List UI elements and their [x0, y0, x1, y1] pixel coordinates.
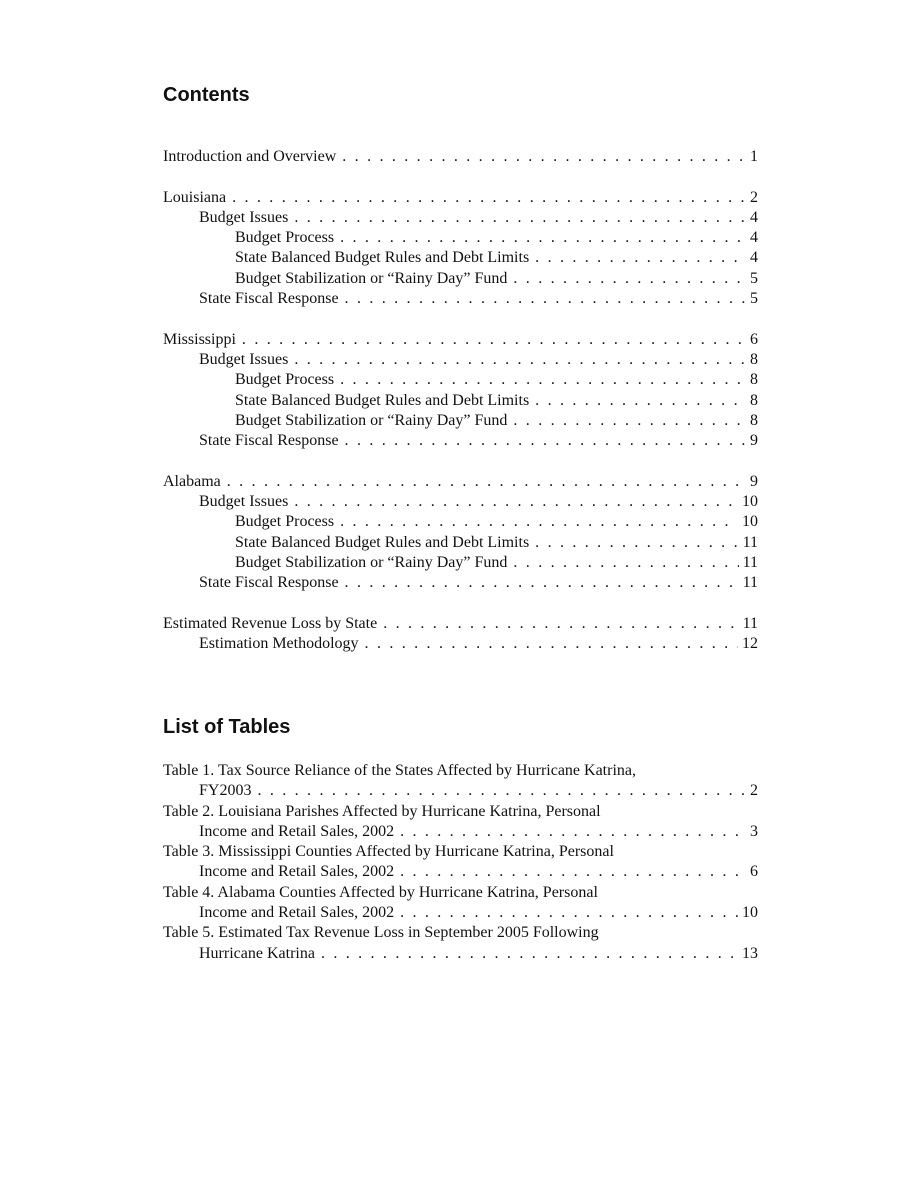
dot-leader	[257, 781, 746, 801]
contents-list	[163, 147, 758, 654]
table-entry-page: 10	[742, 904, 758, 922]
dot-leader	[345, 431, 746, 451]
toc-entry-label: Budget Issues	[199, 208, 289, 226]
table-entry[interactable]	[163, 761, 758, 802]
dot-leader	[340, 370, 746, 390]
toc-entry-label: Budget Issues	[199, 350, 289, 368]
toc-entry[interactable]	[163, 289, 758, 309]
dot-leader	[294, 350, 746, 370]
dot-leader	[227, 472, 746, 492]
toc-entry-label: Estimation Methodology	[199, 635, 359, 653]
table-entry-title: Table 5. Estimated Tax Revenue Loss in September 2005 Following	[163, 924, 599, 942]
toc-entry-page: 10	[742, 513, 758, 531]
table-entry[interactable]	[163, 802, 758, 843]
toc-entry[interactable]	[163, 431, 758, 451]
toc-entry[interactable]	[163, 573, 758, 593]
table-entry[interactable]	[163, 883, 758, 924]
toc-entry-label: Mississippi	[163, 330, 236, 348]
toc-entry-page: 5	[750, 269, 758, 287]
toc-entry-page: 11	[742, 533, 758, 551]
table-entry-title: Table 4. Alabama Counties Affected by Hurricane Katrina, Personal	[163, 883, 598, 901]
dot-leader	[342, 147, 746, 167]
toc-entry[interactable]	[163, 492, 758, 512]
dot-leader	[345, 289, 746, 309]
toc-entry-label: State Balanced Budget Rules and Debt Limits	[235, 249, 530, 267]
table-entry-title-cont: Income and Retail Sales, 2002	[199, 822, 395, 840]
dot-leader	[535, 391, 746, 411]
toc-entry[interactable]	[163, 553, 758, 573]
dot-leader	[513, 411, 746, 431]
toc-entry[interactable]	[163, 269, 758, 289]
toc-entry-page: 8	[750, 411, 758, 429]
toc-entry-label: Budget Stabilization or “Rainy Day” Fund	[235, 553, 508, 571]
toc-entry-label: Budget Stabilization or “Rainy Day” Fund	[235, 411, 508, 429]
table-entry-page: 6	[750, 863, 758, 881]
toc-entry-page: 4	[750, 229, 758, 247]
toc-entry[interactable]	[163, 370, 758, 390]
toc-entry[interactable]	[163, 411, 758, 431]
toc-entry[interactable]	[163, 188, 758, 208]
toc-entry-page: 8	[750, 350, 758, 368]
toc-entry[interactable]	[163, 533, 758, 553]
toc-entry[interactable]	[163, 472, 758, 492]
table-entry-title-cont: Hurricane Katrina	[199, 944, 315, 962]
toc-entry[interactable]	[163, 391, 758, 411]
dot-leader	[400, 862, 746, 882]
toc-entry-label: State Fiscal Response	[199, 290, 339, 308]
toc-entry-page: 11	[742, 553, 758, 571]
toc-entry-page: 8	[750, 391, 758, 409]
table-entry-title: Table 2. Louisiana Parishes Affected by Hurricane Katrina, Personal	[163, 802, 601, 820]
table-entry-page: 2	[750, 782, 758, 800]
toc-entry-label: Estimated Revenue Loss by State	[163, 614, 378, 632]
toc-entry-page: 11	[742, 614, 758, 632]
dot-leader	[400, 903, 738, 923]
dot-leader	[294, 492, 738, 512]
table-entry-title: Table 1. Tax Source Reliance of the States Affected by Hurricane Katrina,	[163, 762, 636, 779]
toc-entry-page: 10	[742, 493, 758, 511]
toc-entry-label: Budget Stabilization or “Rainy Day” Fund	[235, 269, 508, 287]
toc-entry[interactable]	[163, 614, 758, 634]
toc-entry-label: Budget Process	[235, 371, 335, 389]
toc-entry-page: 6	[750, 330, 758, 348]
table-entry[interactable]	[163, 842, 758, 883]
toc-entry-label: Alabama	[163, 472, 221, 490]
dot-leader	[340, 512, 738, 532]
dot-leader	[383, 614, 738, 634]
toc-entry-label: State Balanced Budget Rules and Debt Limits	[235, 533, 530, 551]
toc-entry[interactable]	[163, 147, 758, 167]
dot-leader	[365, 634, 738, 654]
toc-entry-page: 12	[742, 635, 758, 653]
table-entry-title-cont: Income and Retail Sales, 2002	[199, 904, 395, 922]
dot-leader	[294, 208, 746, 228]
dot-leader	[340, 228, 746, 248]
dot-leader	[321, 944, 738, 964]
dot-leader	[232, 188, 746, 208]
toc-entry-page: 11	[742, 574, 758, 592]
dot-leader	[242, 330, 746, 350]
toc-entry-label: Budget Process	[235, 513, 335, 531]
toc-entry[interactable]	[163, 350, 758, 370]
table-entry-title: Table 3. Mississippi Counties Affected by Hurricane Katrina, Personal	[163, 843, 614, 861]
table-entry-page: 3	[750, 822, 758, 840]
dot-leader	[535, 248, 746, 268]
toc-entry-label: Budget Process	[235, 229, 335, 247]
toc-entry-label: State Fiscal Response	[199, 432, 339, 450]
toc-entry[interactable]	[163, 512, 758, 532]
toc-entry-label: State Balanced Budget Rules and Debt Limits	[235, 391, 530, 409]
toc-entry-label: State Fiscal Response	[199, 574, 339, 592]
contents-heading: Contents	[163, 84, 250, 106]
toc-entry[interactable]	[163, 248, 758, 268]
toc-entry-page: 9	[750, 432, 758, 450]
table-entry-page: 13	[742, 944, 758, 962]
table-entry-title-cont: Income and Retail Sales, 2002	[199, 863, 395, 881]
toc-entry[interactable]	[163, 228, 758, 248]
table-entry[interactable]	[163, 923, 758, 964]
toc-entry[interactable]	[163, 330, 758, 350]
dot-leader	[513, 553, 738, 573]
toc-entry-page: 8	[750, 371, 758, 389]
toc-entry-page: 1	[750, 148, 758, 165]
table-entry-title-cont: FY2003	[199, 782, 252, 800]
dot-leader	[535, 533, 738, 553]
toc-entry-label: Budget Issues	[199, 493, 289, 511]
toc-entry-page: 9	[750, 472, 758, 490]
dot-leader	[345, 573, 739, 593]
toc-entry-page: 4	[750, 208, 758, 226]
toc-entry[interactable]	[163, 634, 758, 654]
toc-entry-page: 4	[750, 249, 758, 267]
dot-leader	[400, 822, 746, 842]
toc-entry[interactable]	[163, 208, 758, 228]
list-of-tables-heading: List of Tables	[163, 716, 291, 738]
dot-leader	[513, 269, 746, 289]
toc-entry-label: Louisiana	[163, 188, 227, 206]
toc-entry-label: Introduction and Overview	[163, 148, 337, 165]
list-of-tables	[163, 761, 758, 964]
toc-entry-page: 5	[750, 290, 758, 308]
toc-entry-page: 2	[750, 188, 758, 206]
